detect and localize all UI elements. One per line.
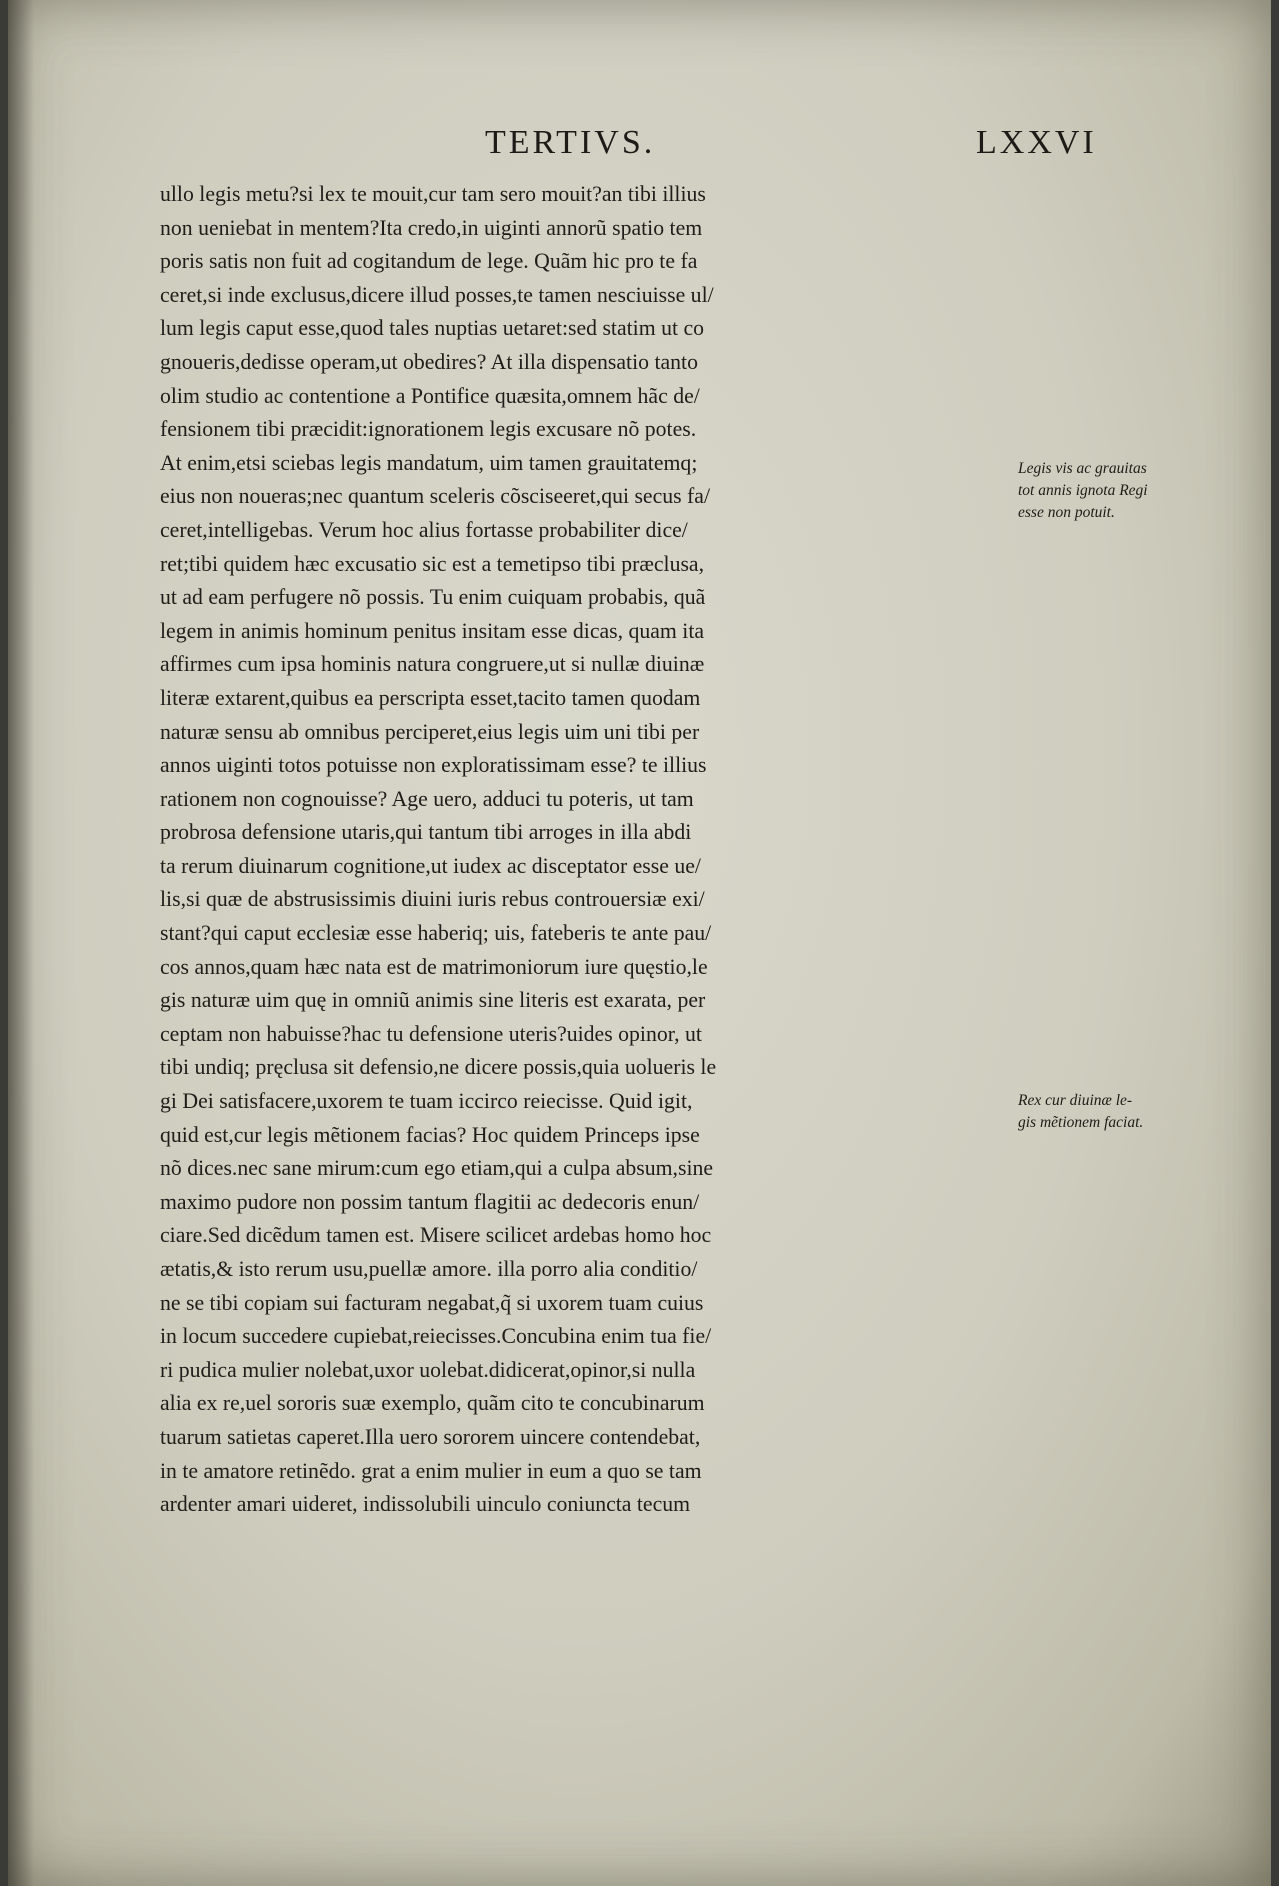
text-line: annos uiginti totos potuisse non exploratissimam esse? te illius: [160, 753, 707, 778]
book-page: [8, 0, 1271, 1886]
text-line: ret;tibi quidem hæc excusatio sic est a temetipso tibi præclusa,: [160, 551, 705, 576]
text-line: in locum succedere cupiebat,reiecisses.Concubina enim tua fie/: [160, 1324, 712, 1349]
text-line: legem in animis hominum penitus insitam esse dicas, quam ita: [160, 618, 705, 643]
text-line: gi Dei satisfacere,uxorem te tuam iccirco reiecisse. Quid igit,: [160, 1089, 693, 1114]
text-line: in te amatore retinẽdo. grat a enim mulier in eum a quo se tam: [160, 1458, 702, 1483]
text-line: cos annos,quam hæc nata est de matrimoniorum iure quęstio,le: [160, 954, 708, 979]
text-line: tibi undiq; pręclusa sit defensio,ne dicere possis,quia uolueris le: [160, 1055, 717, 1080]
margin-note-rex: [1018, 1090, 1198, 1134]
text-line: quid est,cur legis mẽtionem facias? Hoc quidem Princeps ipse: [160, 1122, 700, 1147]
text-line: olim studio ac contentione a Pontifice quæsita,omnem hãc de/: [160, 383, 700, 408]
text-block: [160, 178, 1000, 1522]
text-line: tuarum satietas caperet.Illa uero sororem uincere contendebat,: [160, 1424, 701, 1449]
margin-note-legis: [1018, 458, 1198, 524]
text-line: ciare.Sed dicẽdum tamen est. Misere scilicet ardebas homo hoc: [160, 1223, 712, 1248]
text-line: probrosa defensione utaris,qui tantum tibi arroges in illa abdi: [160, 820, 692, 845]
text-line: ceptam non habuisse?hac tu defensione uteris?uides opinor, ut: [160, 1021, 702, 1046]
text-line: ætatis,& isto rerum usu,puellæ amore. illa porro alia conditio/: [160, 1257, 698, 1281]
text-line: ardenter amari uideret, indissolubili uinculo coniuncta tecum: [160, 1492, 691, 1517]
text-line: alia ex re,uel sororis suæ exemplo, quãm cito te concubinarum: [160, 1391, 705, 1416]
text-line: naturæ sensu ab omnibus perciperet,eius legis uim uni tibi per: [160, 719, 700, 744]
text-line: ri pudica mulier nolebat,uxor uolebat.didicerat,opinor,si nulla: [160, 1357, 696, 1382]
text-line: ceret,si inde exclusus,dicere illud posses,te tamen nesciuisse ul/: [160, 282, 714, 307]
text-line: lum legis caput esse,quod tales nuptias uetaret:sed statim ut co: [160, 316, 705, 341]
margin-note-line: tot annis ignota Regi: [1018, 482, 1148, 499]
folio-number: LXXVI: [976, 124, 1097, 161]
text-line: ta rerum diuinarum cognitione,ut iudex ac disceptator esse ue/: [160, 853, 701, 878]
text-line: lis,si quæ de abstrusissimis diuini iuris rebus controuersiæ exi/: [160, 887, 705, 912]
text-line: gis naturæ uim quę in omniũ animis sine literis est exarata, per: [160, 988, 706, 1013]
text-line: ne se tibi copiam sui facturam negabat,q̃ si uxorem tuam cuius: [160, 1290, 704, 1315]
text-line: poris satis non fuit ad cogitandum de lege. Quãm hic pro te fa: [160, 249, 698, 274]
text-line: maximo pudore non possim tantum flagitii ac dedecoris enun/: [160, 1189, 700, 1214]
text-line: affirmes cum ipsa hominis natura congruere,ut si nullæ diuinæ: [160, 652, 705, 677]
text-line: ceret,intelligebas. Verum hoc alius fortasse probabiliter dice/: [160, 517, 688, 542]
margin-note-line: Rex cur diuinæ le-: [1018, 1092, 1133, 1109]
text-line: eius non noueras;nec quantum sceleris cõsciseeret,qui secus fa/: [160, 484, 710, 509]
text-line: rationem non cognouisse? Age uero, adduci tu poteris, ut tam: [160, 786, 694, 811]
text-line: non ueniebat in mentem?Ita credo,in uiginti annorũ spatio tem: [160, 215, 703, 240]
text-line: gnoueris,dedisse operam,ut obedires? At illa dispensatio tanto: [160, 349, 698, 374]
text-line: nõ dices.nec sane mirum:cum ego etiam,qui a culpa absum,sine: [160, 1156, 714, 1181]
text-line: At enim,etsi sciebas legis mandatum, uim tamen grauitatemq;: [160, 450, 698, 475]
running-head: TERTIVS.: [485, 124, 656, 161]
text-line: ut ad eam perfugere nõ possis. Tu enim cuiquam probabis, quã: [160, 585, 706, 610]
margin-note-line: Legis vis ac grauitas: [1018, 460, 1147, 477]
text-line: literæ extarent,quibus ea perscripta esset,tacito tamen quodam: [160, 685, 701, 710]
text-line: stant?qui caput ecclesiæ esse haberiq; uis, fateberis te ante pau/: [160, 921, 712, 946]
margin-note-line: esse non potuit.: [1018, 504, 1115, 521]
text-line: ullo legis metu?si lex te mouit,cur tam sero mouit?an tibi illius: [160, 182, 706, 206]
margin-note-line: gis mẽtionem faciat.: [1018, 1114, 1144, 1131]
text-line: fensionem tibi præcidit:ignorationem legis excusare nõ potes.: [160, 417, 697, 442]
